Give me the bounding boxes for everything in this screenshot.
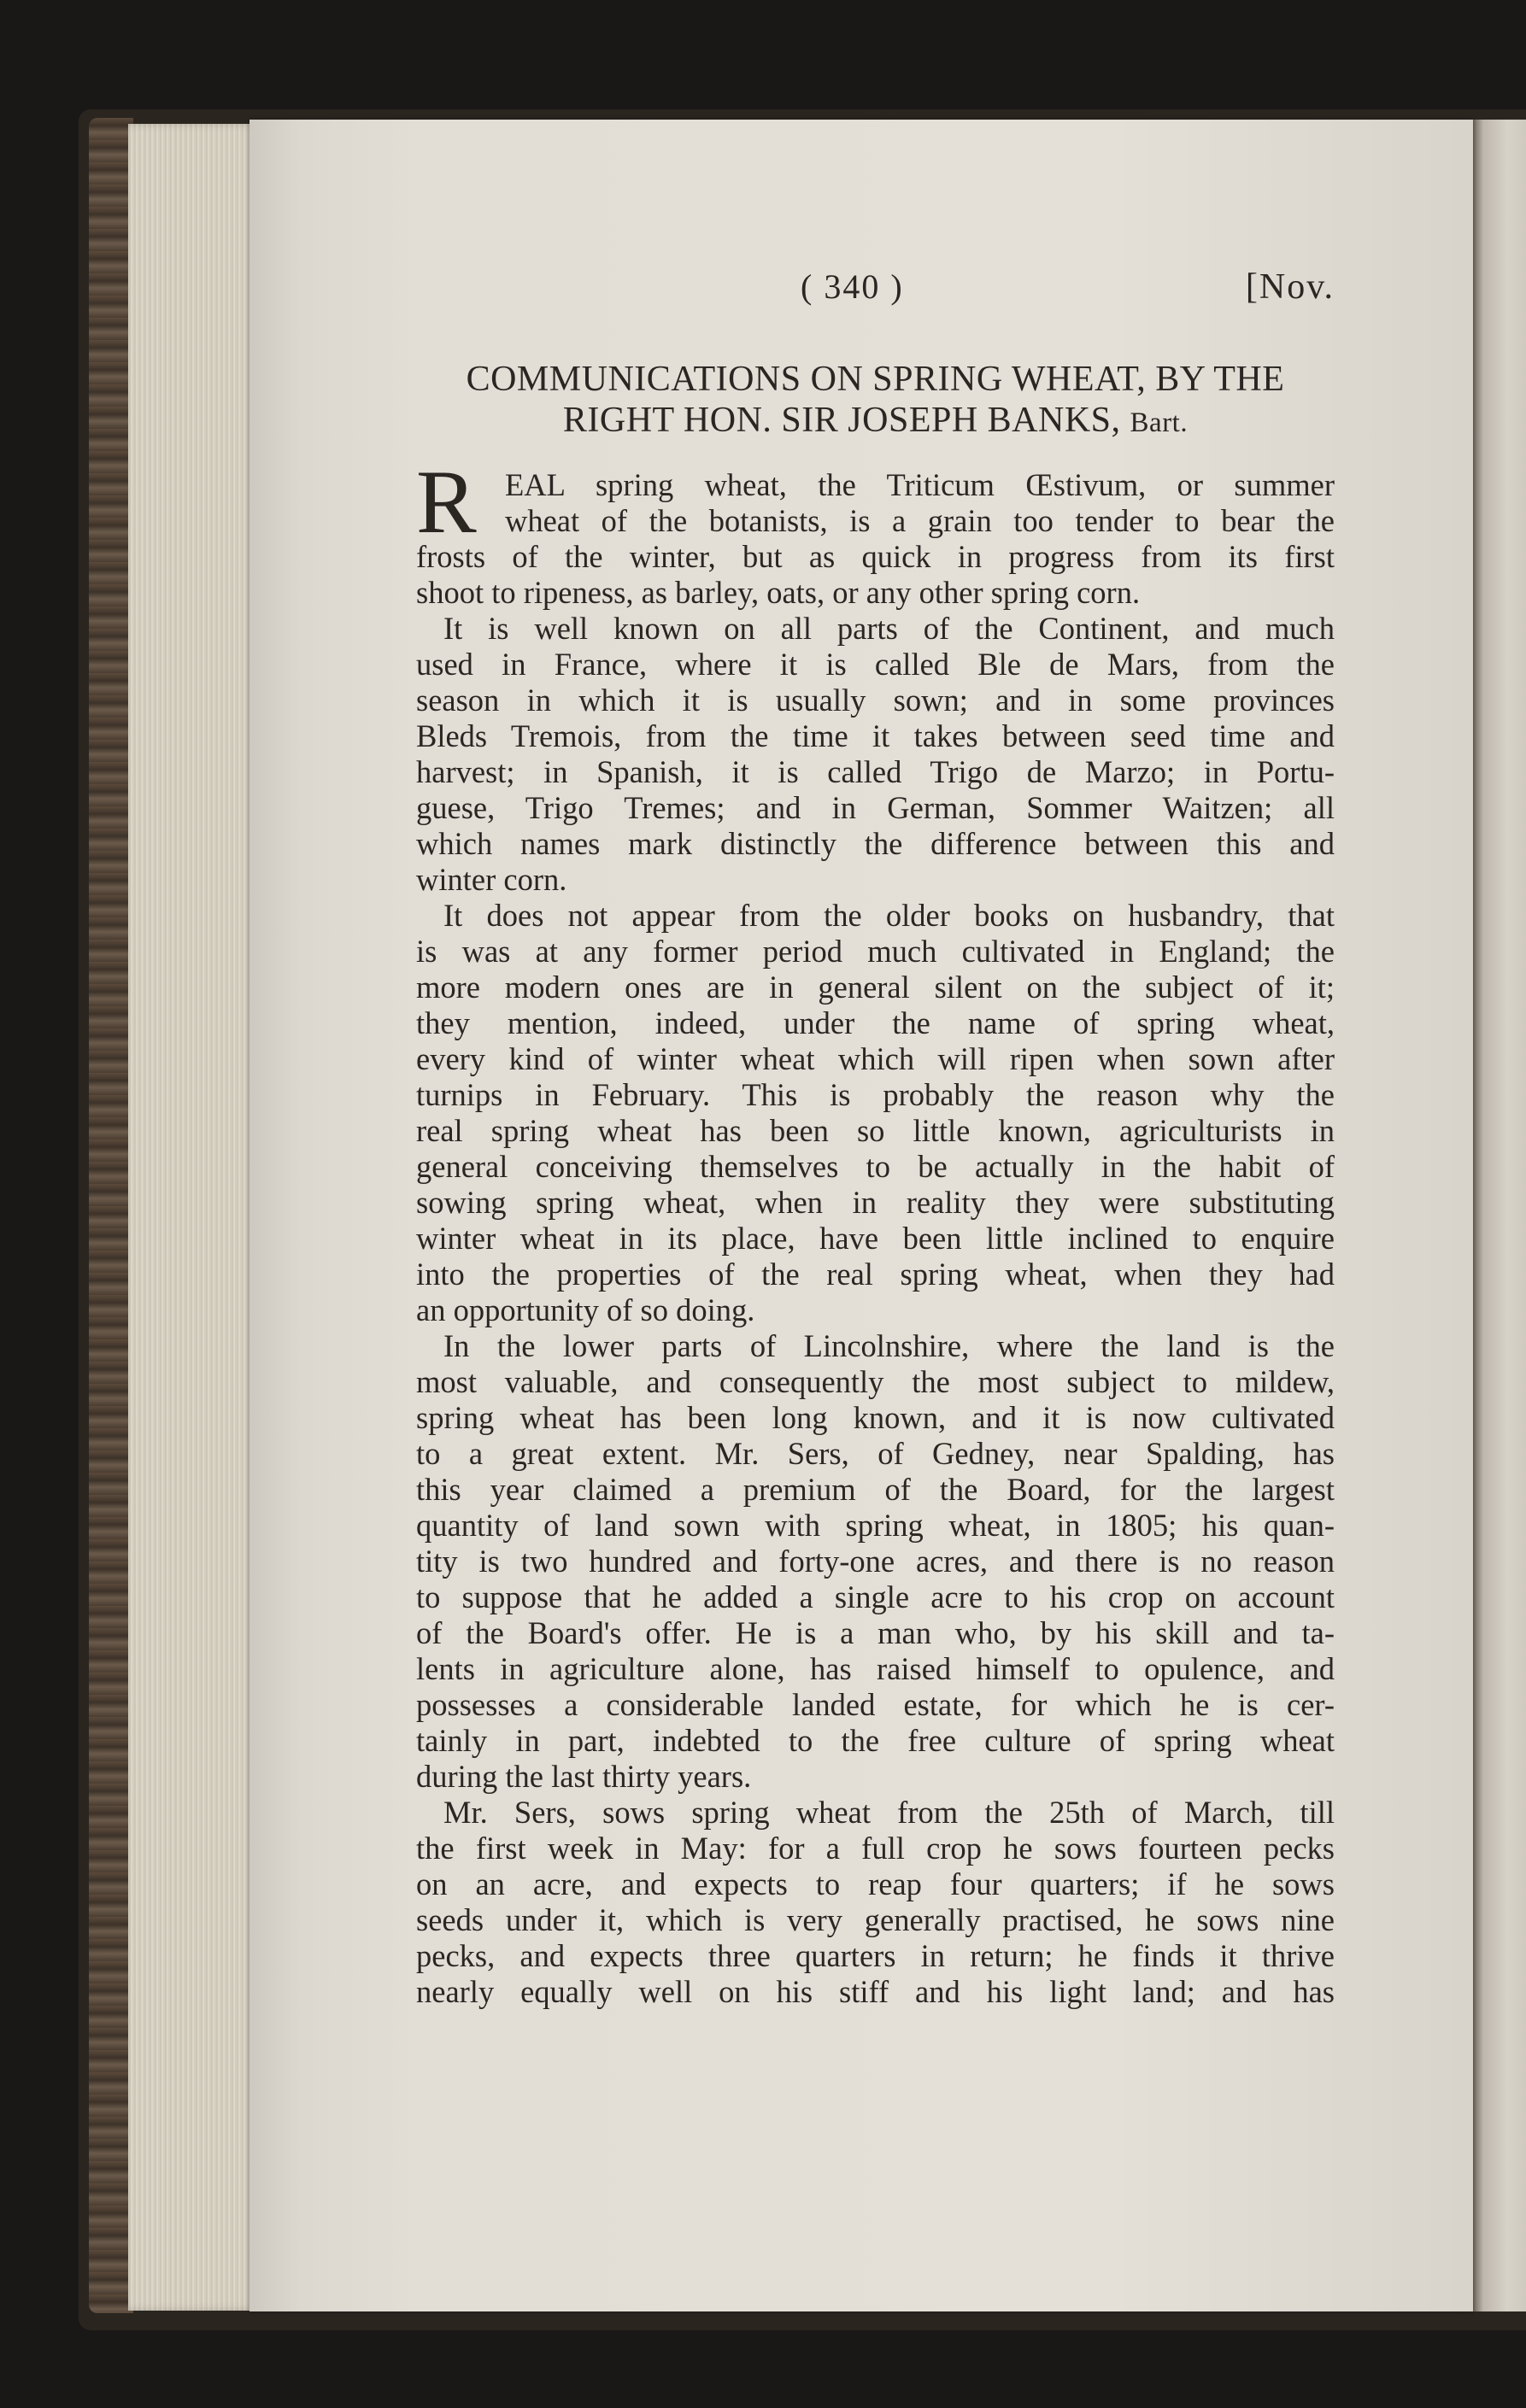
paragraph-2 [416,611,1335,898]
text-line: every kind of winter wheat which will ripen when sown after [416,1041,1335,1076]
text-line: spring wheat has been long known, and it is now cultivated [416,1400,1335,1435]
text-line: Bleds Tremois, from the time it takes between seed time and [416,718,1335,753]
title-line-2 [416,400,1335,443]
text-line: the first week in May: for a full crop he sows fourteen pecks [416,1831,1335,1866]
page-number: ( 340 ) [801,267,904,306]
paragraph-4 [416,1328,1335,1795]
text-line: most valuable, and consequently the most subject to mildew, [416,1364,1335,1399]
text-line: turnips in February. This is probably the reason why the [416,1077,1335,1112]
text-line: Mr. Sers, sows spring wheat from the 25th of March, till [443,1795,1335,1830]
text-line: they mention, indeed, under the name of spring wheat, [416,1005,1335,1040]
text-line: tity is two hundred and forty-one acres, and there is no reason [416,1544,1335,1579]
text-line: harvest; in Spanish, it is called Trigo de Marzo; in Portu- [416,754,1335,789]
text-line: pecks, and expects three quarters in return; he finds it thrive [416,1938,1335,1973]
text-line: during the last thirty years. [416,1759,752,1794]
text-line: on an acre, and expects to reap four quarters; if he sows [416,1866,1335,1901]
text-line: lents in agriculture alone, has raised himself to opulence, and [416,1651,1335,1686]
article-title [416,359,1335,443]
text-line: It does not appear from the older books on husbandry, that [443,898,1335,933]
paragraph-3 [416,898,1335,1328]
text-line: shoot to ripeness, as barley, oats, or any other spring corn. [416,575,1141,610]
text-line: general conceiving themselves to be actually in the habit of [416,1149,1335,1184]
text-line: into the properties of the real spring wheat, when they had [416,1257,1335,1292]
text-line: of the Board's offer. He is a man who, by his skill and ta- [416,1615,1335,1650]
text-line: nearly equally well on his stiff and his light land; and has [416,1974,1335,2009]
text-line: sowing spring wheat, when in reality they were substituting [416,1185,1335,1220]
running-month: [Nov. [1245,267,1335,307]
text-line: guese, Trigo Tremes; and in German, Sommer Waitzen; all [416,790,1335,825]
text-line: to suppose that he added a single acre to his crop on account [416,1579,1335,1614]
text-line: more modern ones are in general silent on the subject of it; [416,970,1335,1005]
text-line: possesses a considerable landed estate, for which he is cer- [416,1687,1335,1722]
text-line: to a great extent. Mr. Sers, of Gedney, near Spalding, has [416,1436,1335,1471]
facing-page-edge [1473,120,1526,2311]
text-line: frosts of the winter, but as quick in progress from its first [416,539,1335,574]
text-line: seeds under it, which is very generally practised, he sows nine [416,1902,1335,1937]
text-line: season in which it is usually sown; and in some provinces [416,683,1335,718]
text-line: which names mark distinctly the difference between this and [416,826,1335,861]
text-line-content: EAL spring wheat, the Triticum Œstivum, or summer [505,467,1335,502]
text-line: this year claimed a premium of the Board, for the largest [416,1472,1335,1507]
text-line: quantity of land sown with spring wheat, in 1805; his quan- [416,1508,1335,1543]
page-stack-edges [128,124,256,2311]
text-line: winter corn. [416,862,567,897]
paragraph-1 [416,452,1335,611]
text-line: tainly in part, indebted to the free culture of spring wheat [416,1723,1335,1758]
running-header [416,256,1335,308]
page-text-area [416,256,1335,2010]
article-body [416,452,1335,2010]
title-line-2-smallcaps: Bart. [1130,407,1189,438]
text-line: winter wheat in its place, have been little inclined to enquire [416,1221,1335,1256]
title-line-2-main: RIGHT HON. SIR JOSEPH BANKS, [562,401,1130,440]
title-line-1: COMMUNICATIONS ON SPRING WHEAT, BY THE [466,360,1285,399]
drop-cap: R [416,452,477,552]
text-line: an opportunity of so doing. [416,1292,755,1327]
text-line: is was at any former period much cultivated in England; the [416,934,1335,969]
text-line: used in France, where it is called Ble de Mars, from the [416,647,1335,682]
text-line: In the lower parts of Lincolnshire, where the land is the [443,1328,1335,1363]
paragraph-5 [416,1795,1335,2010]
cover-edge [89,118,133,2313]
text-line: real spring wheat has been so little known, agriculturists in [416,1113,1335,1148]
text-line: wheat of the botanists, is a grain too tender to bear the [505,503,1335,538]
text-line: It is well known on all parts of the Continent, and much [443,611,1335,646]
